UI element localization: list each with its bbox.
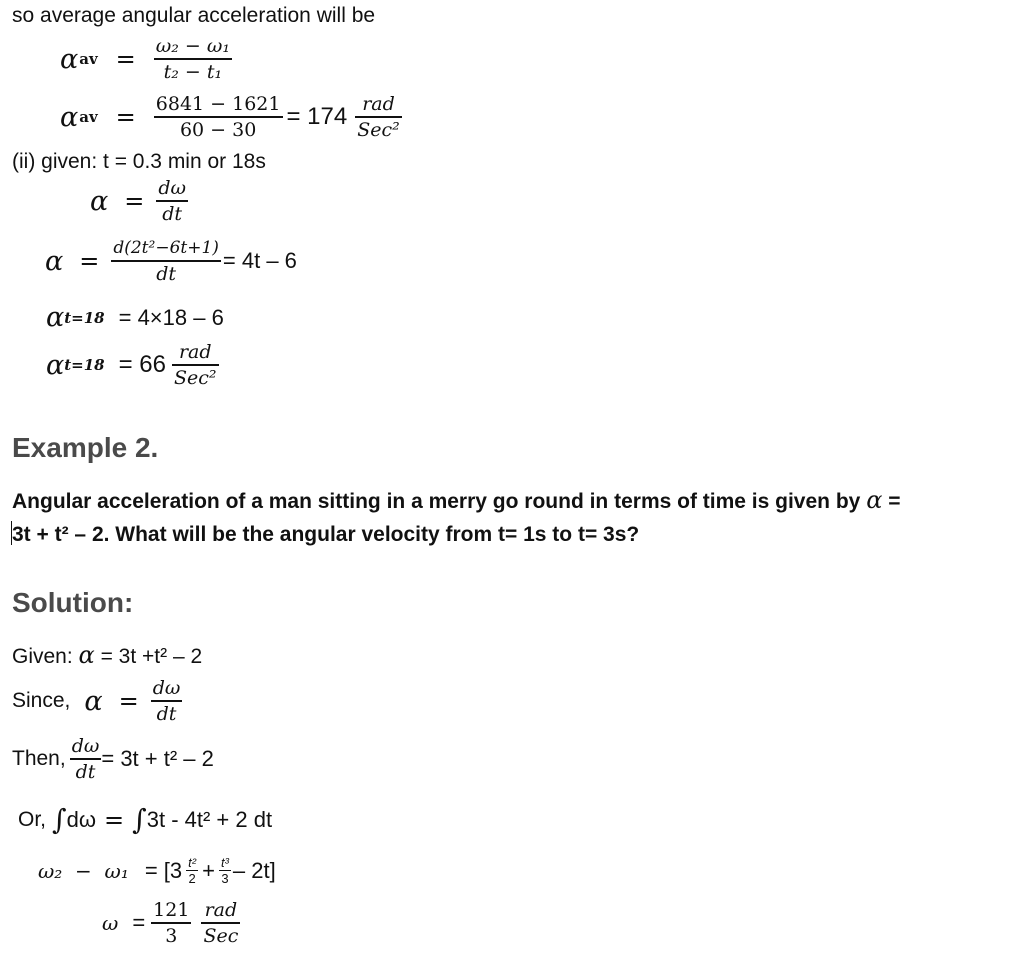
equation-alpha-at-18-result <box>46 340 219 390</box>
solution-then <box>12 734 214 784</box>
equals-sign: = <box>115 45 136 73</box>
rhs-value: = 66 <box>118 351 166 378</box>
numerator: 121 <box>153 899 190 921</box>
fraction <box>156 176 188 226</box>
unit-numerator: rad <box>204 899 238 921</box>
integral-sign: ∫ <box>52 803 67 836</box>
given-text: (ii) given: t = 0.3 min or 18s <box>12 150 266 173</box>
question-text: Angular acceleration of a man sitting in a merry go round in terms of time is given by <box>12 490 861 513</box>
alpha-symbol: α <box>46 349 65 381</box>
unit-denominator: Sec <box>203 925 239 947</box>
then-rhs: = 3t + t² – 2 <box>101 746 214 771</box>
intro-text: so average angular acceleration will be <box>12 4 376 27</box>
unit-fraction <box>201 898 240 948</box>
question-text: 3t + t² – 2. What will be the angular velocity from t= 1s to t= 3s? <box>12 523 640 546</box>
unit-numerator: rad <box>362 93 395 115</box>
fraction <box>111 236 221 286</box>
alpha-symbol: α <box>90 185 109 217</box>
denominator: 3 <box>165 925 178 947</box>
alpha-symbol: α <box>60 101 79 133</box>
omega-difference: ω₂ − ω₁ <box>38 858 129 883</box>
solution-final-omega <box>102 898 240 948</box>
fraction <box>70 734 102 784</box>
alpha-symbol: α <box>84 685 103 717</box>
given-rhs: = 3t +t² – 2 <box>94 645 203 668</box>
numerator: dω <box>158 177 186 199</box>
or-label: Or, <box>18 807 47 831</box>
result-value: = 174 <box>286 103 348 130</box>
question-line-1 <box>12 486 901 514</box>
unit-numerator: rad <box>178 341 212 363</box>
unit-denominator: Sec² <box>357 119 400 141</box>
denominator: 2 <box>188 871 196 886</box>
equals-sign: = <box>118 687 139 715</box>
numerator: dω <box>71 735 100 757</box>
subscript: av <box>79 108 98 126</box>
integral-lhs: dω <box>66 806 97 832</box>
fraction <box>154 34 232 84</box>
equals-sign: = <box>124 187 145 215</box>
subscript: av <box>79 50 98 68</box>
numerator: 6841 − 1621 <box>155 93 281 115</box>
fraction <box>151 676 183 726</box>
equation-alpha-at-18-substitution <box>46 302 224 333</box>
bracket-close: – 2t] <box>232 857 276 883</box>
subscript: t=18 <box>64 356 105 374</box>
since-label: Since, <box>12 689 71 712</box>
bracket-open: = [3 <box>144 857 183 883</box>
alpha-symbol: α <box>45 245 64 277</box>
denominator: dt <box>75 761 96 783</box>
numerator: t² <box>188 855 197 870</box>
equals-sign: = <box>132 910 146 935</box>
numerator: t³ <box>220 855 229 870</box>
denominator: 60 − 30 <box>179 119 257 141</box>
equals-sign: = <box>104 805 125 834</box>
subscript: t=18 <box>64 308 105 327</box>
then-label: Then, <box>12 747 66 770</box>
alpha-symbol: α <box>78 641 95 669</box>
fraction <box>154 92 283 142</box>
unit-denominator: Sec² <box>174 367 217 389</box>
question-line-2 <box>11 521 639 547</box>
solution-since <box>12 676 182 726</box>
solution-integral <box>18 803 272 836</box>
unit-fraction <box>355 92 402 142</box>
fraction-t-squared-over-2 <box>186 855 198 886</box>
numerator: d(2t²−6t+1) <box>113 238 219 258</box>
denominator: dt <box>156 263 177 285</box>
fraction <box>151 898 191 948</box>
numerator: ω₂ − ω₁ <box>155 35 230 57</box>
rhs-expression: = 4×18 – 6 <box>118 304 224 330</box>
plus-sign: + <box>202 857 215 883</box>
equation-alpha-definition <box>90 176 188 226</box>
solution-omega-difference <box>38 855 276 886</box>
given-label: Given: <box>12 645 79 668</box>
equals-sign: = <box>882 490 901 513</box>
solution-given <box>12 643 202 669</box>
equation-alpha-derivative <box>45 236 297 286</box>
example-heading: Example 2. <box>12 432 159 463</box>
numerator: dω <box>152 677 181 699</box>
denominator: dt <box>162 203 183 225</box>
integral-rhs: 3t - 4t² + 2 dt <box>146 806 273 832</box>
equation-average-acceleration-value <box>60 92 402 142</box>
equals-sign: = <box>79 247 100 275</box>
denominator: dt <box>156 703 177 725</box>
equation-average-acceleration-formula <box>60 34 232 84</box>
equals-sign: = <box>115 103 136 131</box>
alpha-symbol: α <box>60 43 79 75</box>
alpha-symbol: α <box>46 302 65 333</box>
denominator: t₂ − t₁ <box>163 61 223 83</box>
alpha-symbol: α <box>866 486 883 514</box>
fraction-t-cubed-over-3 <box>219 855 231 886</box>
integral-sign: ∫ <box>132 803 147 836</box>
result-expression: = 4t – 6 <box>222 248 297 273</box>
solution-heading: Solution: <box>12 587 134 618</box>
omega-symbol: ω <box>102 911 119 935</box>
unit-fraction <box>172 340 219 390</box>
denominator: 3 <box>221 871 229 886</box>
